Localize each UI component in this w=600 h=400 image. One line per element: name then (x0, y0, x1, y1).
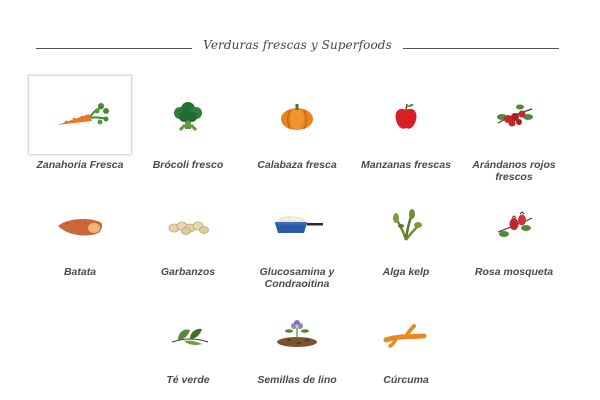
product-label[interactable]: Manzanas frescas (361, 159, 451, 171)
product-label[interactable]: Zanahoria Fresca (36, 159, 124, 171)
product-label[interactable]: Té verde (166, 374, 210, 386)
flax-seeds-icon (267, 312, 327, 352)
product-tile-batata[interactable] (28, 184, 132, 264)
product-tile-manzanas[interactable] (354, 75, 458, 155)
section-title: Verduras frescas y Superfoods (203, 38, 392, 52)
header-divider-left (36, 48, 192, 49)
product-label[interactable]: Calabaza fresca (257, 159, 337, 171)
product-label[interactable]: Alga kelp (382, 266, 430, 278)
product-tile-curcuma[interactable] (354, 292, 458, 372)
product-tile-te-verde[interactable] (136, 292, 240, 372)
green-tea-leaves-icon (158, 312, 218, 352)
cranberries-icon (484, 95, 544, 135)
broccoli-icon (158, 95, 218, 135)
product-label[interactable]: Cúrcuma (383, 374, 429, 386)
carrot-icon (51, 96, 111, 136)
product-label[interactable]: Brócoli fresco (152, 159, 224, 171)
glucosamine-pan-icon (267, 204, 327, 244)
product-label[interactable]: Batata (63, 266, 97, 278)
product-tile-alga-kelp[interactable] (354, 184, 458, 264)
product-label[interactable]: Arándanos rojos frescos (472, 159, 556, 183)
turmeric-icon (376, 312, 436, 352)
product-tile-glucosamina[interactable] (245, 184, 349, 264)
product-tile-garbanzos[interactable] (136, 184, 240, 264)
sweet-potato-icon (50, 204, 110, 244)
rosehip-icon (484, 204, 544, 244)
product-tile-calabaza[interactable] (245, 75, 349, 155)
product-label[interactable]: Rosa mosqueta (474, 266, 554, 278)
product-tile-semillas-lino[interactable] (245, 292, 349, 372)
kelp-icon (376, 204, 436, 244)
apple-icon (376, 95, 436, 135)
product-label[interactable]: Garbanzos (160, 266, 216, 278)
product-label[interactable]: Glucosamina y Condraoitina (259, 266, 335, 290)
chickpeas-icon (158, 204, 218, 244)
product-tile-brocoli[interactable] (136, 75, 240, 155)
product-tile-rosa-mosqueta[interactable] (462, 184, 566, 264)
pumpkin-icon (267, 95, 327, 135)
product-tile-arandanos[interactable] (462, 75, 566, 155)
product-tile-zanahoria[interactable] (28, 75, 132, 155)
header-divider-right (403, 48, 559, 49)
section-header (0, 38, 600, 58)
product-label[interactable]: Semillas de lino (257, 374, 337, 386)
